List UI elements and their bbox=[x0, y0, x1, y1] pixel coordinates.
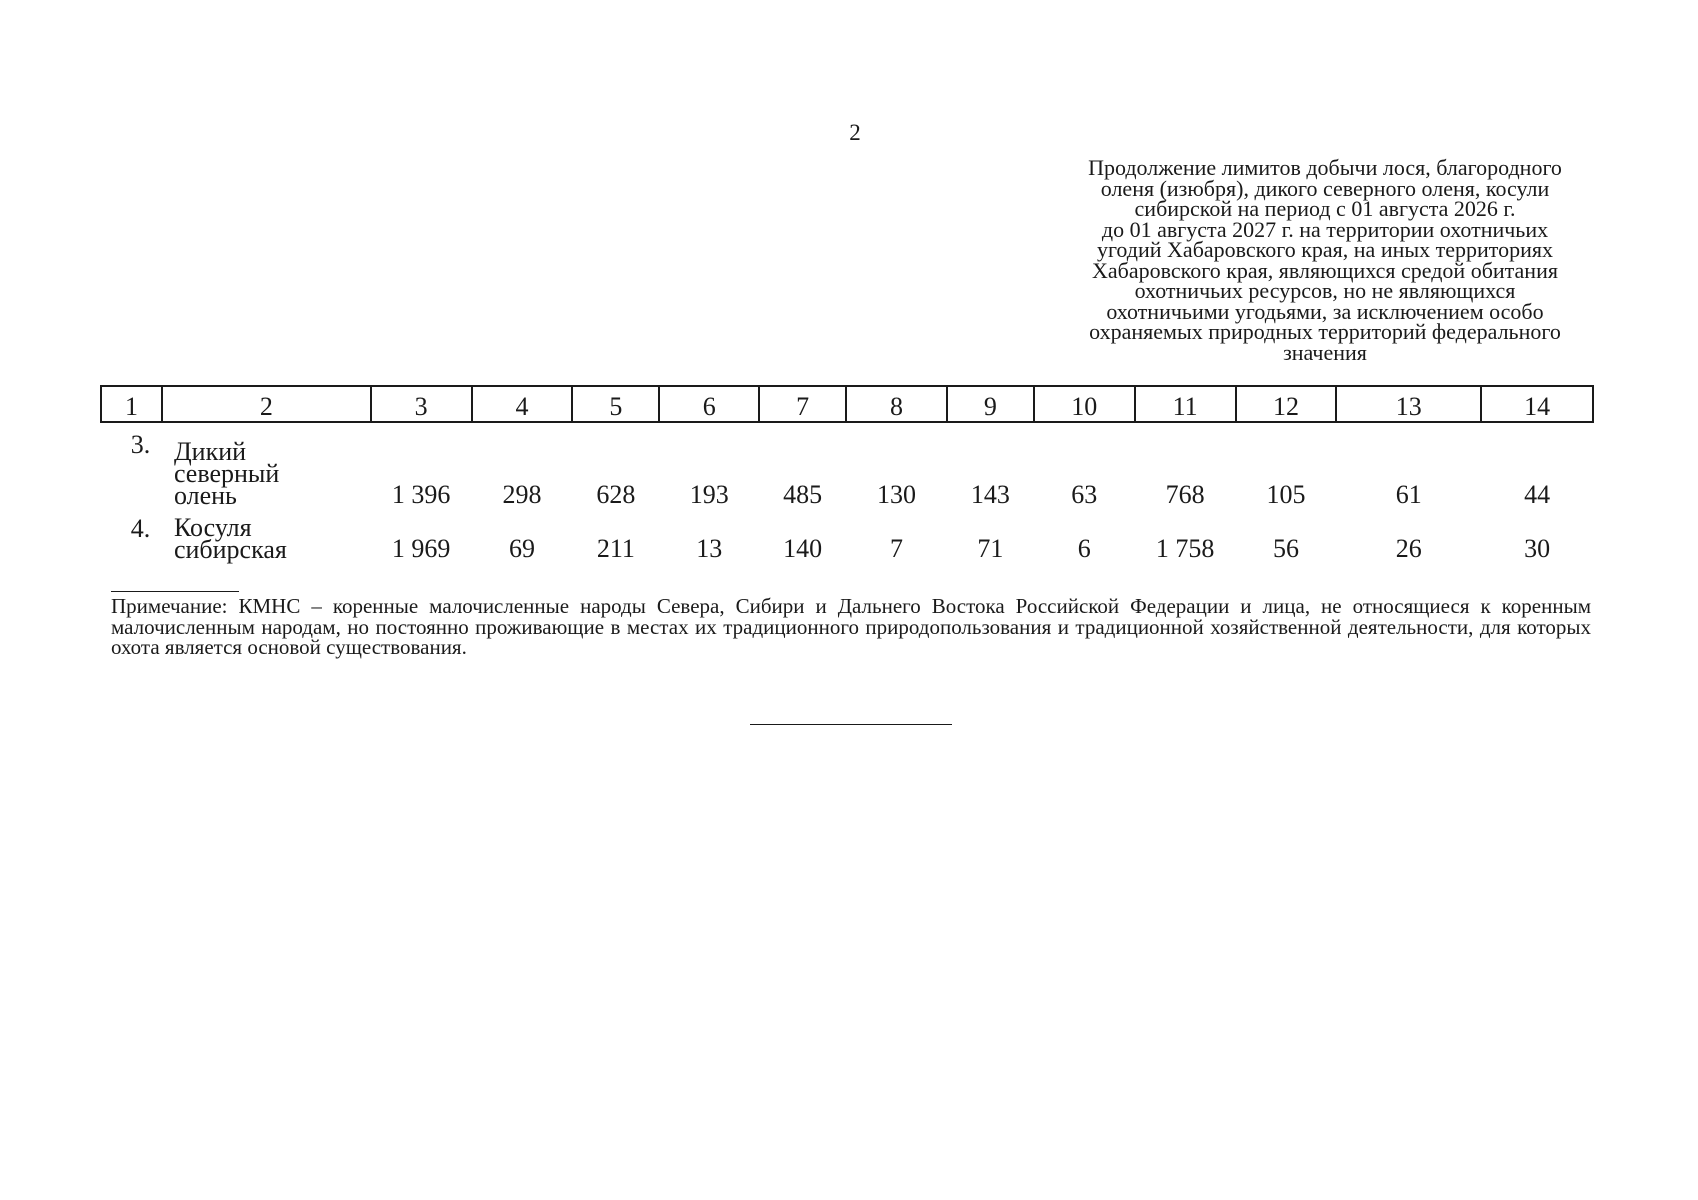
heading-line: Продолжение лимитов добычи лося, благородного bbox=[1088, 155, 1562, 180]
table-cell: 768 bbox=[1165, 480, 1205, 509]
row-number: 4. bbox=[130, 514, 151, 543]
species-name-line: северный bbox=[173, 459, 280, 488]
table-cell: 26 bbox=[1395, 534, 1422, 563]
species-name-line: сибирская bbox=[173, 535, 287, 564]
heading-line: охраняемых природных территорий федерального bbox=[1089, 319, 1561, 344]
heading-line: оленя (изюбря), дикого северного оленя, косули bbox=[1100, 175, 1550, 201]
footnote-note: Примечание: КМНС – коренные малочисленные народы Севера, Сибири и Дальнего Востока Российской Федерации и лица, не относящиеся к коренным малочисленным народам, но постоянно проживающие в местах их традиционного природопользования и традиционной хозяйственной деятельности, для которых охота является основой существования. bbox=[111, 594, 1591, 659]
table-row bbox=[101, 507, 1593, 561]
table-cell: 298 bbox=[502, 480, 542, 509]
table-cell: 61 bbox=[1395, 480, 1422, 509]
table-cell: 63 bbox=[1071, 480, 1098, 509]
column-header: 10 bbox=[1034, 386, 1135, 422]
table-cell: 1 758 bbox=[1155, 534, 1215, 563]
column-header: 4 bbox=[472, 386, 573, 422]
end-of-document-rule bbox=[750, 724, 952, 725]
table-cell: 485 bbox=[783, 480, 823, 509]
column-header: 11 bbox=[1135, 386, 1236, 422]
heading-line: охотничьими угодьями, за исключением особо bbox=[1106, 298, 1544, 324]
species-name bbox=[162, 422, 371, 510]
table-cell: 1 969 bbox=[391, 534, 451, 563]
species-name-line: олень bbox=[173, 481, 237, 510]
column-header: 14 bbox=[1481, 386, 1593, 422]
table-cell: 30 bbox=[1524, 534, 1551, 563]
column-header: 9 bbox=[947, 386, 1034, 422]
table-cell: 69 bbox=[509, 534, 536, 563]
table-cell: 143 bbox=[970, 480, 1010, 509]
row-number: 3. bbox=[130, 430, 151, 459]
species-name-line: Косуля bbox=[173, 513, 252, 542]
table-cell: 13 bbox=[696, 534, 723, 563]
table-cell: 211 bbox=[596, 534, 635, 563]
column-header: 3 bbox=[371, 386, 472, 422]
species-name-line: Дикий bbox=[173, 437, 247, 466]
table-cell: 130 bbox=[877, 480, 917, 509]
table-cell: 1 396 bbox=[391, 480, 451, 509]
heading-line: охотничьих ресурсов, но не являющихся bbox=[1134, 278, 1516, 303]
species-name bbox=[162, 507, 371, 564]
heading-line: Хабаровского края, являющихся средой обитания bbox=[1092, 257, 1558, 283]
heading-line: значения bbox=[1283, 339, 1367, 365]
table-cell: 44 bbox=[1524, 480, 1551, 509]
table-cell: 71 bbox=[977, 534, 1004, 563]
heading-line: до 01 августа 2027 г. на территории охотничьих bbox=[1101, 216, 1549, 242]
column-header: 1 bbox=[101, 386, 162, 422]
column-header: 2 bbox=[162, 386, 371, 422]
table-cell: 56 bbox=[1272, 534, 1299, 563]
column-header: 8 bbox=[846, 386, 947, 422]
table-row bbox=[101, 422, 1593, 507]
footnote-divider bbox=[111, 591, 239, 592]
table-cell: 193 bbox=[689, 480, 729, 509]
column-header: 7 bbox=[759, 386, 846, 422]
column-header: 5 bbox=[572, 386, 659, 422]
document-heading bbox=[1040, 155, 1610, 365]
page-number: 2 bbox=[849, 120, 861, 145]
table-cell: 105 bbox=[1266, 480, 1306, 509]
column-number-row bbox=[101, 386, 1593, 422]
column-header: 12 bbox=[1236, 386, 1337, 422]
limits-table bbox=[100, 385, 1594, 564]
heading-line: сибирской на период с 01 августа 2026 г. bbox=[1134, 196, 1516, 221]
table-cell: 6 bbox=[1077, 534, 1091, 563]
column-header: 13 bbox=[1336, 386, 1481, 422]
table-cell: 628 bbox=[596, 480, 636, 509]
heading-line: угодий Хабаровского края, на иных территориях bbox=[1096, 237, 1554, 262]
table-cell: 7 bbox=[890, 534, 904, 563]
column-header: 6 bbox=[659, 386, 759, 422]
table-cell: 140 bbox=[783, 534, 823, 563]
